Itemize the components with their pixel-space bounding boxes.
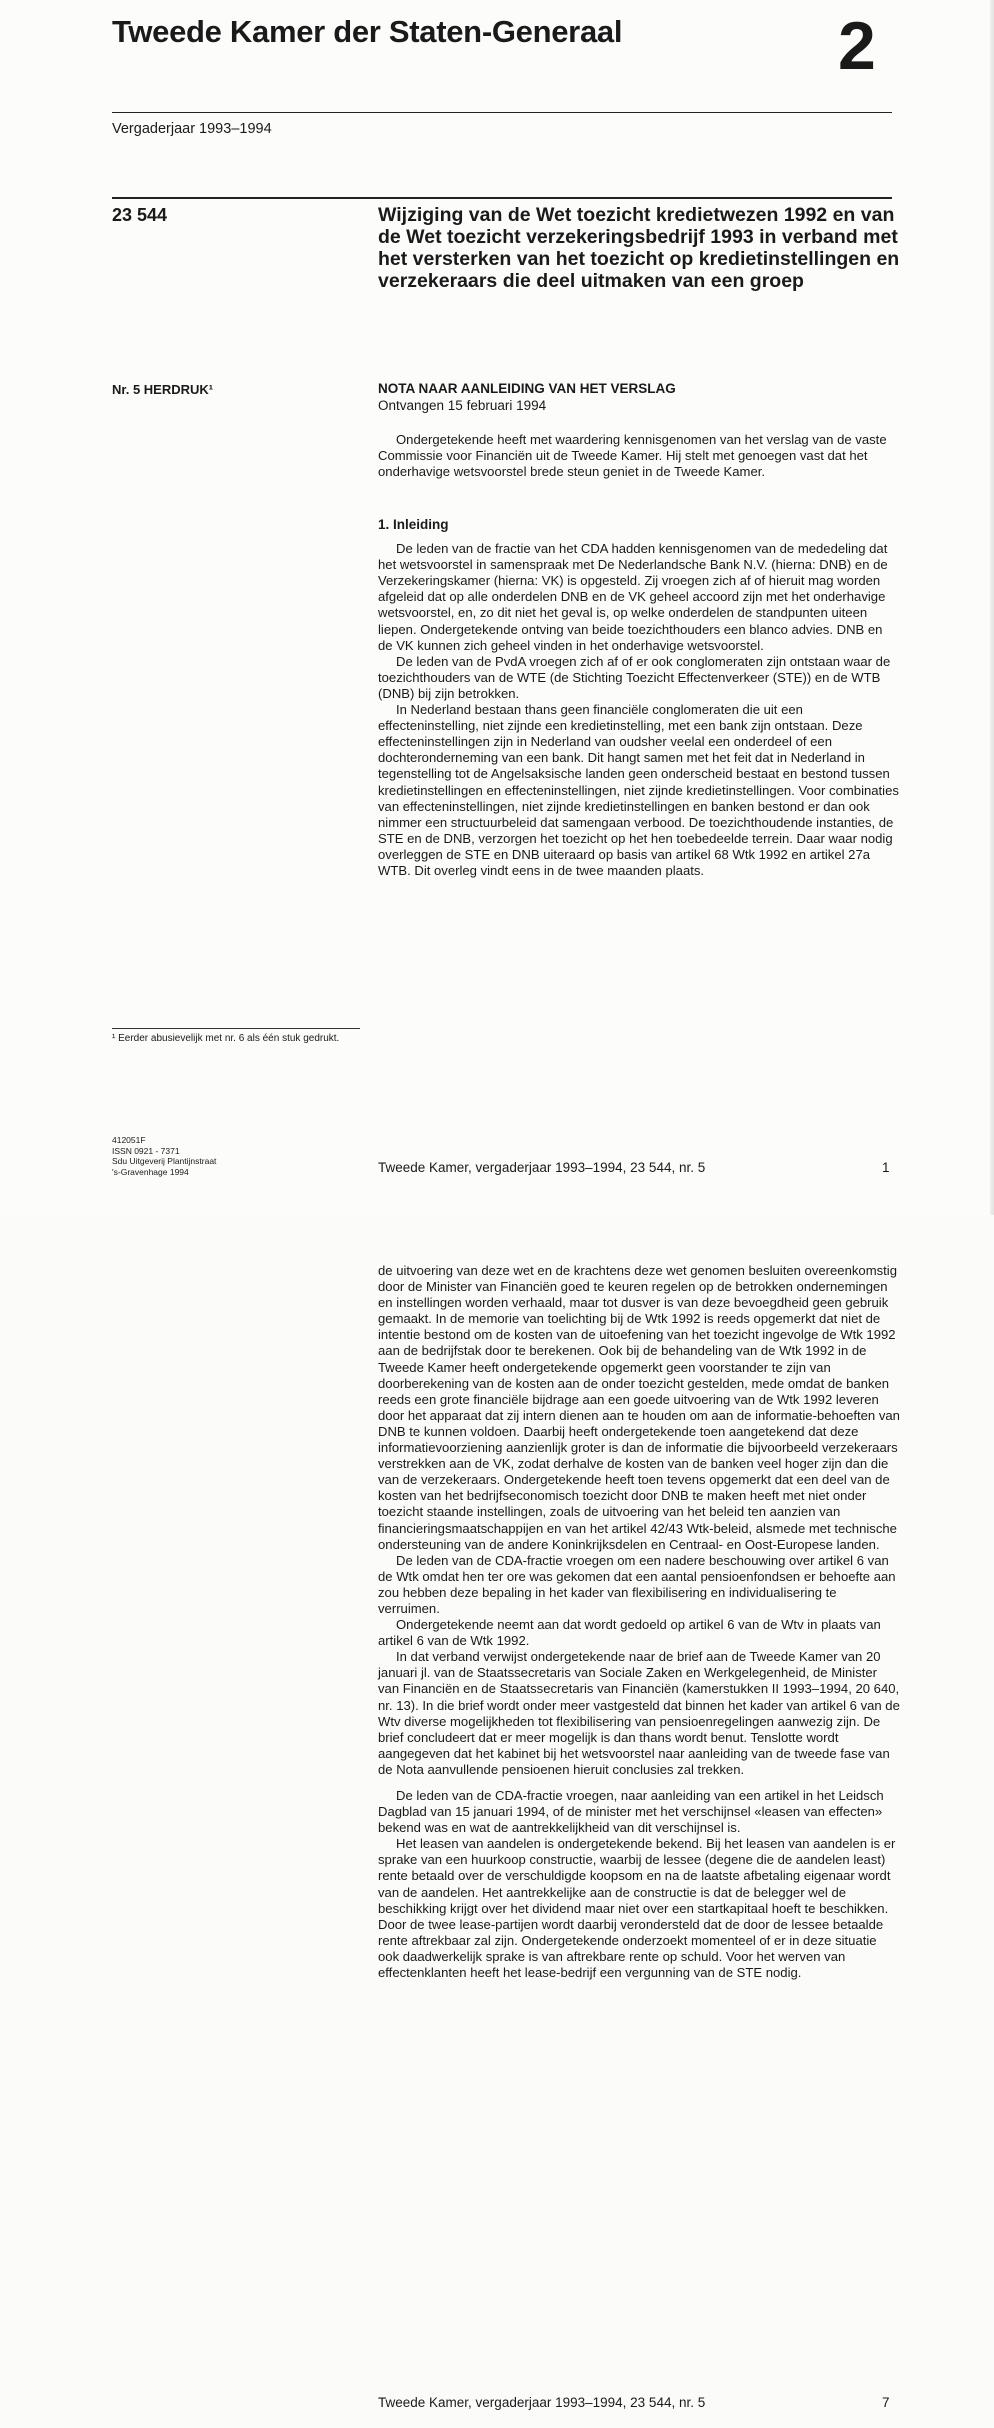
paragraph: De leden van de PvdA vroegen zich af of er ook conglomeraten zijn ontstaan waar de toezichthouders van de WTE (de Stichting Toezicht Effectenverkeer (STE)) en de WTB (DNB) bij zijn betrokken. [378, 653, 891, 701]
page-footer: Tweede Kamer, vergaderjaar 1993–1994, 23 544, nr. 5 [378, 2395, 706, 2410]
imprint-line: Sdu Uitgeverij Plantijnstraat [112, 1156, 217, 1166]
body-text [378, 1263, 900, 1981]
paragraph: De leden van de CDA-fractie vroegen om een nadere beschouwing over artikel 6 van de Wtk omdat hen ter ore was gekomen dat een aantal pensioenfondsen er behoefte aan zou hebben deze bepaling in het kader van flexibilisering en individualisering te verruimen. [378, 1552, 896, 1616]
paragraph: de uitvoering van deze wet en de krachtens deze wet genomen besluiten overeenkomstig door de Minister van Financiën goed te keuren regelen op de betrokken ondernemingen en instellingen worden verhaald, maar tot dusver is van deze bevoegdheid geen gebruik gemaakt. In de memorie van toelichting bij de Wtk 1992 is reeds opgemerkt dat niet de intentie bestond om de kosten van de uitoefening van het toezicht ingevolge de Wtk 1992 aan de bedrijfstak door te berekenen. Ook bij de behandeling van de Wtk 1992 in de Tweede Kamer heeft ondergetekende opgemerkt geen voorstander te zijn van doorberekening van de kosten aan de onder toezicht gestelden, mede omdat de banken reeds een grote financiële bijdrage aan een goede uitvoering van de Wtk 1992 leveren door het apparaat dat zij intern dienen aan te houden om aan de informatie-behoeften van DNB te kunnen voldoen. Daarbij heeft ondergetekende toen aangetekend dat deze informatievoorziening aanzienlijk groter is dan de informatie die bijvoorbeeld verzekeraars verstrekken aan de VK, zodat derhalve de kosten van de banken veel hoger zijn dan die van de verzekeraars. Ondergetekende heeft toen tevens opgemerkt dat een deel van de kosten van het bedrijfseconomisch toezicht door DNB te maken heeft met niet onder toezicht staande instellingen, zoals de uitvoering van het beleid ten aanzien van financieringsmaatschappijen en van het artikel 42/43 Wtk-beleid, alsmede met technische ondersteuning van de andere Koninkrijksdelen en Centraal- en Oost-Europese landen. [378, 1263, 900, 1552]
page-7 [0, 1215, 994, 2428]
chamber-number: 2 [838, 8, 876, 84]
document-title: Wijziging van de Wet toezicht kredietwezen 1992 en van de Wet toezicht verzekeringsbedrijf 1993 in verband met het versterken van het toezicht op kredietinstellingen en verzekeraars die deel uitmaken van een groep [378, 204, 900, 292]
document-number: 23 544 [112, 205, 168, 225]
intro-paragraph: Ondergetekende heeft met waardering kennisgenomen van het verslag van de vaste Commissie voor Financiën uit de Tweede Kamer. Hij stelt met genoegen vast dat het onderhavige wetsvoorstel brede steun geniet in de Tweede Kamer. [378, 432, 887, 480]
imprint-line: ISSN 0921 - 7371 [112, 1145, 180, 1156]
page-footer: Tweede Kamer, vergaderjaar 1993–1994, 23 544, nr. 5 [378, 1160, 706, 1175]
paragraph: Ondergetekende neemt aan dat wordt gedoeld op artikel 6 van de Wtv in plaats van artikel 6 van de Wtk 1992. [378, 1617, 881, 1649]
footnote-rule [112, 1028, 360, 1029]
received-date: Ontvangen 15 februari 1994 [378, 398, 547, 413]
session-year: Vergaderjaar 1993–1994 [112, 121, 272, 137]
nota-title: NOTA NAAR AANLEIDING VAN HET VERSLAG [378, 381, 676, 396]
paragraph: In dat verband verwijst ondergetekende naar de brief aan de Tweede Kamer van 20 januari jl. van de Staatssecretaris van Sociale Zaken en Werkgelegenheid, de Minister van Financiën en de Staatssecretaris van Financiën (kamerstukken II 1993–1994, 20 640, nr. 13). In die brief wordt onder meer vastgesteld dat binnen het kader van artikel 6 van de Wtv diverse mogelijkheden tot flexibilisering van pensioenregelingen aanwezig zijn. De brief concludeert dat er meer mogelijk is dan thans wordt benut. Tenslotte wordt aangegeven dat het kabinet bij het wetsvoorstel naar aanleiding van de tweede fase van de Nota aanvullende pensioenen hieruit conclusies zal trekken. [378, 1649, 900, 1777]
section-heading: 1. Inleiding [378, 517, 449, 532]
title-rule [112, 197, 892, 199]
page-number: 7 [882, 2395, 890, 2410]
page-edge-shadow [990, 0, 994, 1215]
imprint-line: 412051F [112, 1135, 146, 1145]
imprint [112, 1135, 216, 1177]
paragraph: De leden van de CDA-fractie vroegen, naar aanleiding van een artikel in het Leidsch Dagblad van 15 januari 1994, of de minister met het verschijnsel «leasen van effecten» bekend was en wat de aantrekkelijkheid van dit verschijnsel is. [378, 1788, 884, 1836]
imprint-line: 's-Gravenhage 1994 [112, 1166, 189, 1177]
paragraph: De leden van de fractie van het CDA hadden kennisgenomen van de mededeling dat het wetsvoorstel in samenspraak met De Nederlandsche Bank N.V. (hierna: DNB) en de Verzekeringskamer (hierna: VK) is opgesteld. Zij vroegen zich af of hieruit mag worden afgeleid dat op alle onderdelen DNB en de VK geheel accoord zijn met het onderhavige wetsvoorstel, en, zo dit niet het geval is, op welke onderdelen de standpunten uiteen liepen. Ondergetekende ontving van beide toezichthouders een blanco advies. DNB en de VK kunnen zich geheel vinden in het onderhavige wetsvoorstel. [378, 541, 888, 653]
paragraph: Het leasen van aandelen is ondergetekende bekend. Bij het leasen van aandelen is er sprake van een huurkoop constructie, waarbij de lessee (degene die de aandelen least) rente betaald over de verschuldigde koopsom en na de laatste afbetaling eigenaar wordt van de aandelen. Het aantrekkelijke aan de constructie is dat de belegger wel de beschikking krijgt over het dividend maar niet over een startkapitaal hoeft te beschikken. Door de twee lease-partijen wordt daarbij verondersteld dat de door de lessee betaalde rente aftrekbaar zal zijn. Ondergetekende onderzoekt momenteel of er in deze situatie ook daadwerkelijk sprake is van aftrekbare rente op schuld. Voor het werven van effectenklanten heeft het lease-bedrijf een vergunning van de STE nodig. [378, 1836, 896, 1981]
header-rule [112, 112, 892, 113]
paragraph: In Nederland bestaan thans geen financiële conglomeraten die uit een effecteninstelling, niet zijnde een kredietinstelling, met een bank zijn ontstaan. Deze effecteninstellingen zijn in Nederland van oudsher veelal een onderdeel of een dochteronderneming van een bank. Dit hangt samen met het feit dat in Nederland in tegenstelling tot de Angelsaksische landen geen onderscheid bestaat en bestond tussen kredietinstellingen en effecteninstellingen, niet zijnde kredietinstellingen. Voor combinaties van effecteninstellingen, niet zijnde kredietinstellingen en banken bestond er dan ook nimmer een structuurbeleid dat samengaan verbood. De toezichthoudende instanties, de STE en de DNB, verzorgen het toezicht op het hen toebedeelde terrein. Daar waar nodig overleggen de STE en DNB uiteraard op basis van artikel 68 Wtk 1992 en artikel 27a WTB. Dit overleg vindt eens in de twee maanden plaats. [378, 702, 899, 878]
intro-text [378, 432, 900, 480]
herdruk-label: Nr. 5 HERDRUK¹ [112, 382, 214, 397]
section-inleiding [378, 517, 900, 879]
chamber-title: Tweede Kamer der Staten-Generaal [112, 14, 623, 49]
footnote: ¹ Eerder abusievelijk met nr. 6 als één stuk gedrukt. [112, 1033, 340, 1044]
page-number: 1 [882, 1160, 890, 1175]
